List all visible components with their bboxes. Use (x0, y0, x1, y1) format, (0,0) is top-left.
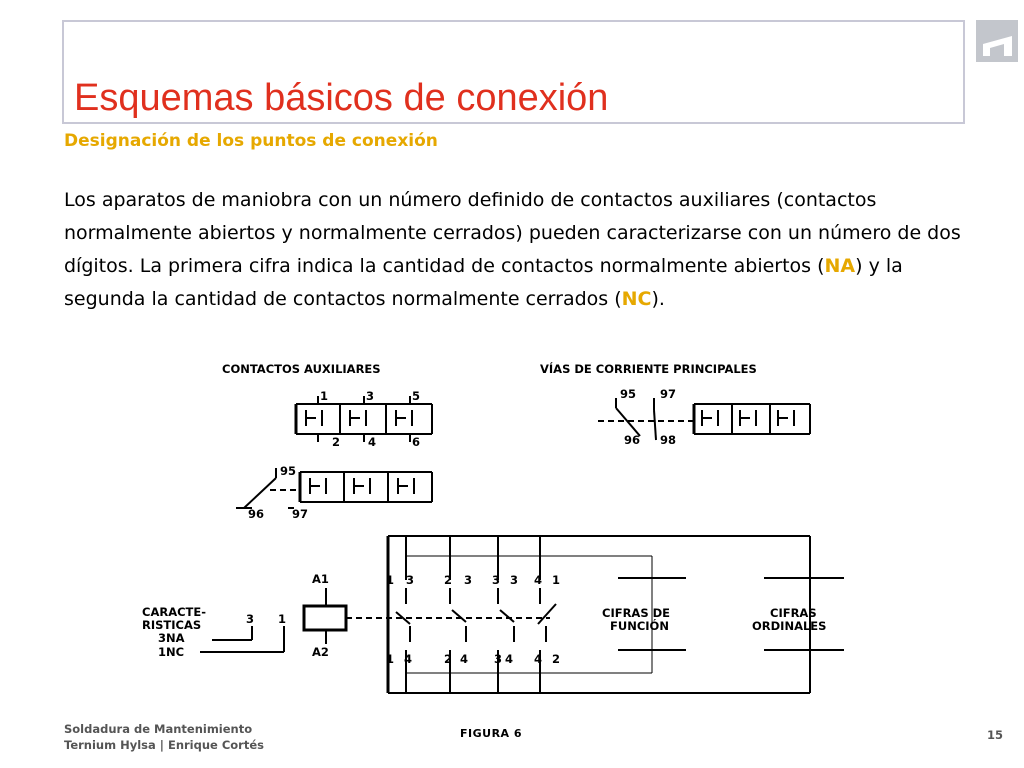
term-top-8: 1 (552, 573, 561, 587)
term-bottom-2: 4 (404, 652, 413, 666)
main-bottom-1: 96 (624, 433, 641, 447)
footer-line2: Ternium Hylsa | Enrique Cortés (64, 738, 264, 752)
term-bottom-3: 2 (444, 652, 453, 666)
aux-top-2: 3 (366, 389, 375, 403)
footer-info (64, 721, 264, 753)
term-bottom-4: 4 (460, 652, 469, 666)
nc-highlight: NC (621, 288, 652, 310)
main-top-1: 95 (620, 387, 637, 401)
aux-top-3: 5 (412, 389, 421, 403)
main-top-2: 97 (660, 387, 677, 401)
term-top-6: 3 (510, 573, 519, 587)
paragraph-part3: ). (651, 288, 665, 310)
char-label-4: 1NC (158, 645, 185, 659)
term-bottom-6: 4 (505, 652, 514, 666)
slide-subtitle: Designación de los puntos de conexión (64, 131, 438, 151)
aux-bottom-2: 4 (368, 435, 377, 449)
term-bottom-8: 2 (552, 652, 561, 666)
term-top-2: 3 (406, 573, 415, 587)
aux-bottom-3: 6 (412, 435, 421, 449)
main-bottom-2: 98 (660, 433, 677, 447)
footer-line1: Soldadura de Mantenimiento (64, 722, 253, 736)
char-num-3: 3 (246, 612, 255, 626)
func-label-2: FUNCIÓN (610, 619, 669, 633)
term-bottom-1: 1 (386, 652, 395, 666)
coil-a2: A2 (312, 645, 329, 659)
term-top-7: 4 (534, 573, 543, 587)
term-bottom-5: 3 (494, 652, 503, 666)
na-highlight: NA (824, 255, 856, 277)
ord-label-2: ORDINALES (752, 619, 827, 633)
func-label-1: CIFRAS DE (602, 606, 671, 620)
term-bottom-7: 4 (534, 652, 543, 666)
term-top-1: 1 (386, 573, 395, 587)
char-label-3: 3NA (158, 631, 185, 645)
label-contactos-auxiliares: CONTACTOS AUXILIARES (222, 362, 381, 376)
char-label-2: RISTICAS (142, 618, 202, 632)
ord-label-1: CIFRAS (770, 606, 817, 620)
char-label-1: CARACTE- (142, 605, 207, 619)
char-num-1: 1 (278, 612, 287, 626)
term-top-3: 2 (444, 573, 453, 587)
term-top-5: 3 (492, 573, 501, 587)
paragraph-part1: Los aparatos de maniobra con un número definido de contactos auxiliares (contactos normalmente abiertos y normalmente cerrados) pueden caracterizarse con un número de dos dígitos. La primera cifra indica la cantidad de contactos normalmente abiertos ( (64, 189, 961, 277)
term-top-4: 3 (464, 573, 473, 587)
small-top: 95 (280, 464, 297, 478)
small-bottom-1: 96 (248, 507, 265, 521)
paragraph-part2: ) y la segunda la cantidad de contactos normalmente cerrados ( (64, 255, 903, 310)
aux-top-1: 1 (320, 389, 329, 403)
page-number: 15 (987, 728, 1004, 742)
aux-bottom-1: 2 (332, 435, 341, 449)
label-vias-corriente: VÍAS DE CORRIENTE PRINCIPALES (540, 362, 757, 376)
small-bottom-2: 97 (292, 507, 309, 521)
slide-title: Esquemas básicos de conexión (74, 77, 609, 119)
coil-a1: A1 (312, 572, 329, 586)
figure-caption: FIGURA 6 (460, 727, 523, 740)
